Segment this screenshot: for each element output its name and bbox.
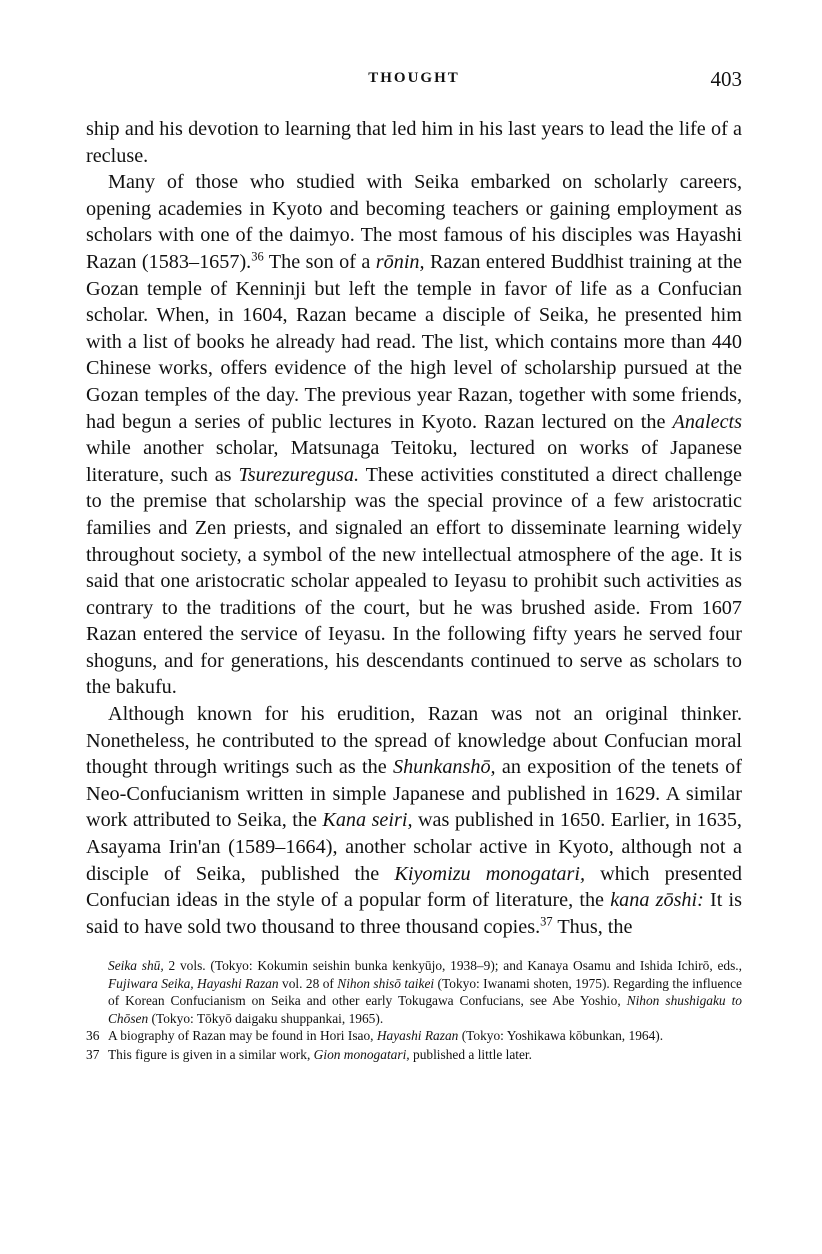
text-run: which presented Confucian ideas in the style of a popular form of literature, the bbox=[86, 862, 743, 912]
text-run: Razan entered Buddhist training at the Gozan temple of Kenninji but left the temple in favor of life as a Confucian scholar. When, in 1604, Razan became a disciple of Seika, he presented him with a list of books he already had read. The list, which contains more than 440 Chinese works, offers evidence of the high level of scholarship pursued at the Gozan temples of the day. The previous year Razan, together with some friends, had begun a series of public lectures in Kyoto. Razan lectured on the bbox=[86, 250, 742, 433]
italic-text: Kana seiri, bbox=[322, 809, 413, 832]
page-number: 403 bbox=[710, 67, 742, 91]
text-run: (Tokyo: Tōkyō daigaku shuppankai, 1965). bbox=[148, 1010, 384, 1026]
footnote-ref: 37 bbox=[540, 914, 553, 929]
italic-text: kana zōshi: bbox=[610, 889, 704, 912]
text-run: ship and his devotion to learning that led him in his last years to lead the life of a recluse. bbox=[86, 118, 742, 167]
text-run: published a little later. bbox=[409, 1046, 533, 1062]
text-run: Thus, the bbox=[552, 915, 633, 938]
running-header bbox=[86, 67, 742, 98]
footnote-text bbox=[108, 1028, 663, 1043]
italic-text: Gion monogatari, bbox=[313, 1046, 410, 1062]
italic-text: Analects bbox=[672, 410, 742, 433]
text-run: vol. 28 of bbox=[278, 975, 338, 991]
footnotes bbox=[86, 957, 742, 1065]
text-run: an exposition of the tenets of Neo-Confucianism written in simple Japanese and published in 1629. A similar work attributed to Seika, the bbox=[86, 756, 742, 832]
text-run: A biography of Razan may be found in Hori Isao, bbox=[108, 1028, 377, 1044]
footnote-number: 37 bbox=[86, 1046, 100, 1062]
body-text bbox=[86, 116, 742, 940]
text-run: while another scholar, Matsunaga Teitoku, lectured on works of Japanese literature, such as bbox=[86, 437, 742, 486]
italic-text: Hayashi Razan bbox=[376, 1028, 459, 1044]
footnote-text bbox=[108, 1047, 532, 1062]
text-run: It is said to have sold two thousand to three thousand copies. bbox=[86, 889, 742, 938]
text-run: (Tokyo: Iwanami shoten, 1975). Regarding the influence of Korean Confucianism on Seika and other early Tokugawa Confucians, see Abe Yoshio, bbox=[108, 975, 742, 1009]
italic-text: Tsurezuregusa. bbox=[238, 463, 360, 486]
italic-text: Kiyomizu monogatari, bbox=[394, 862, 586, 885]
footnote-number: 36 bbox=[86, 1028, 100, 1044]
paragraph bbox=[86, 169, 742, 701]
italic-text: Shunkanshō, bbox=[392, 756, 496, 779]
italic-text: Nihon shisō taikei bbox=[337, 975, 435, 991]
running-title: THOUGHT bbox=[368, 70, 460, 86]
text-run: was published in 1650. Earlier, in 1635, Asayama Irin'an (1589–1664), another scholar active in Kyoto, although not a disciple of Seika, published the bbox=[86, 809, 742, 885]
footnote-37 bbox=[86, 1046, 742, 1064]
text-run: (Tokyo: Yoshikawa kōbunkan, 1964). bbox=[458, 1028, 664, 1044]
footnote-36 bbox=[86, 1027, 742, 1045]
text-run: 2 vols. (Tokyo: Kokumin seishin bunka kenkyūjo, 1938–9); and Kanaya Osamu and Ishida Ichirō, eds., bbox=[163, 958, 742, 973]
italic-text: rōnin, bbox=[375, 250, 425, 273]
text-run: Although known for his erudition, Razan was not an original thinker. Nonetheless, he contributed to the spread of knowledge about Confucian moral thought through writings such as the bbox=[86, 703, 742, 779]
italic-text: Fujiwara Seika, Hayashi Razan bbox=[108, 975, 279, 991]
text-run: This figure is given in a similar work, bbox=[108, 1046, 314, 1062]
italic-text: Nihon shushigaku to Chōsen bbox=[108, 993, 742, 1026]
italic-text: Seika shū, bbox=[108, 958, 164, 973]
footnote-ref: 36 bbox=[251, 249, 264, 264]
footnote-continued bbox=[86, 957, 742, 1027]
text-run: The son of a bbox=[263, 250, 376, 273]
text-run: Many of those who studied with Seika embarked on scholarly careers, opening academies in Kyoto and becoming teachers or gaining employment as scholars with one of the daimyo. The most famous of his disciples was Hayashi Razan (1583–1657). bbox=[86, 171, 742, 273]
paragraph bbox=[86, 116, 742, 169]
text-run: These activities constituted a direct challenge to the premise that scholarship was the special province of a few aristocratic families and Zen priests, and signaled an effort to disseminate learning widely throughout society, a symbol of the new intellectual atmosphere of the age. It is said that one aristocratic scholar appealed to Ieyasu to prohibit such activities as contrary to the traditions of the court, but he was brushed aside. From 1607 Razan entered the service of Ieyasu. In the following fifty years he served four shoguns, and for generations, his descendants continued to serve as scholars to the bakufu. bbox=[86, 463, 742, 699]
paragraph bbox=[86, 701, 742, 940]
